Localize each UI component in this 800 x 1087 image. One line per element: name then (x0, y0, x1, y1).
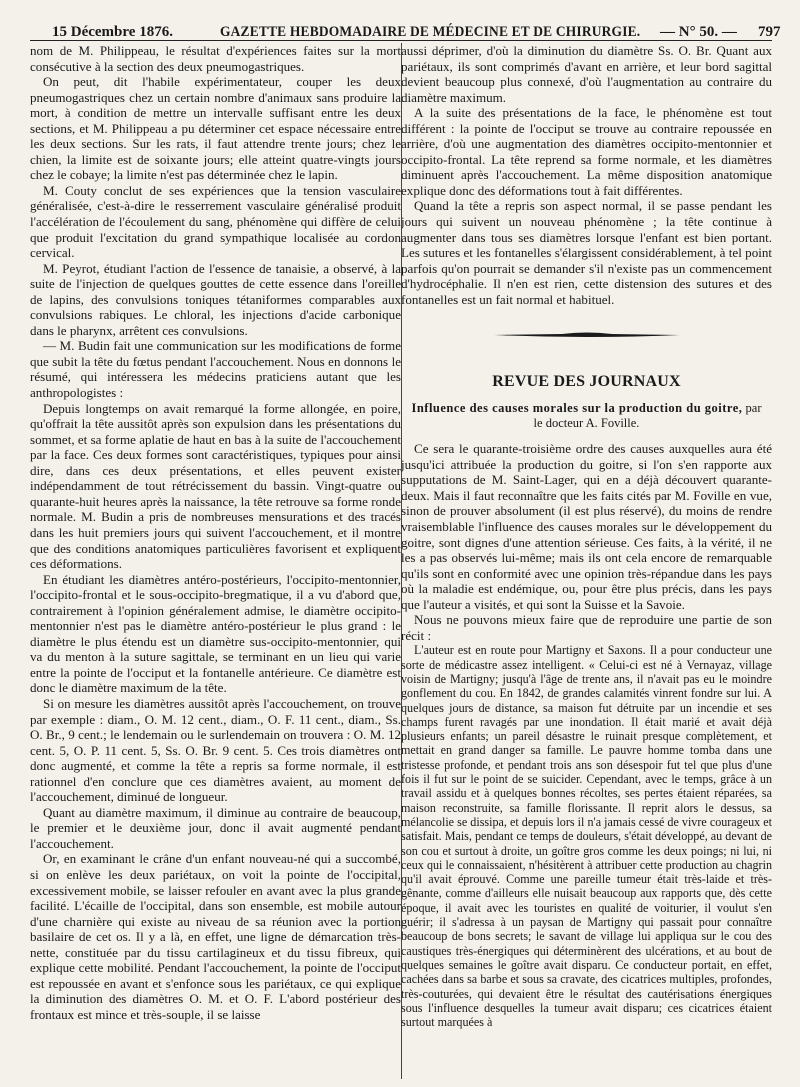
paragraph: M. Peyrot, étudiant l'action de l'essence de tanaisie, a observé, à la suite de l'injection de quelques gouttes de cette essence dans l'oreille de lapins, des convulsions toniques tétaniformes comparables aux convulsions rabiques. Le chloral, les injections d'acide carbonique dans le pharynx, arrêtent ces convulsions. (30, 260, 401, 338)
header-page-number: 797 (758, 24, 781, 40)
article-byline: par le docteur A. Foville. (533, 401, 762, 431)
section-ornament (401, 313, 772, 357)
paragraph: En étudiant les diamètres antéro-postérieurs, l'occipito-mentonnier, l'occipito-frontal et le sous-occipito-bregmatique, il a vu d'abord que, contrairement à l'opinion généralement admise, le diamètre occipito-mentonnier n'est pas le diamètre antéro-postérieur le plus grand : le diamètre le plus étendu est un diamètre sus-occipito-mentonnier, qui va du menton à la suture sagittale, se terminant en un lieu qui varie entre la pointe de l'occiput et la fontanelle antérieure. Ce diamètre est donc le diamètre maximum de la tête. (30, 571, 401, 696)
paragraph: Quant au diamètre maximum, il diminue au contraire de beaucoup, le premier et le deuxième jour, donc il avait augmenté pendant l'accouchement. (30, 804, 401, 851)
paragraph: Or, en examinant le crâne d'un enfant nouveau-né qui a succombé, si on enlève les deux pariétaux, on voit la pointe de l'occipital, excessivement mobile, se laisser refouler en avant avec la plus grande facilité. L'écaille de l'occipital, dans son ensemble, est mobile autour d'une charnière qui existe au niveau de sa réunion avec la portion basilaire de cet os. Il y a là, en effet, une ligne de démarcation très-nette, constituée par du tissu cartilagineux et du tissu fibreux, qui explique cette mobilité. Pendant l'accouchement, la pointe de l'occiput est repoussée en avant et s'enfonce sous les pariétaux, ce qui explique la diminution des diamètres O. M. et O. F. L'abord postérieur des frontaux est mince et très-souple, il se laisse (30, 851, 401, 1022)
paragraph: Quand la tête a repris son aspect normal, il se passe pendant les jours qui suivent un nouveau phénomène ; la tête continue à augmenter dans tous ses diamètres lorsque l'enfant est bien portant. Les sutures et les fontanelles s'élargissent considérablement, à tel point parfois qu'on pourrait se demander s'il n'existe pas un commencement d'hydrocéphalie. Il n'en est rien, cette distension des sutures et des fontanelles est un fait normal et habituel. (401, 198, 772, 307)
article-title: Influence des causes morales sur la production du goitre, (411, 401, 743, 416)
paragraph: Depuis longtemps on avait remarqué la forme allongée, en poire, qu'offrait la tête aussitôt après son expulsion dans les présentations du sommet, et sa forme aplatie de haut en bas à la suite de l'accouchement par la face. Ces deux formes sont caractéristiques, typiques pour ainsi dire, dans ces deux présentations, et elles peuvent exister indépendamment de tout rétrécissement du bassin. Vingt-quatre ou quarante-huit heures après la naissance, la tête retrouve sa forme ronde normale. M. Budin a pris de nombreuses mensurations et des tracés dans les huit premiers jours qui suivent l'accouchement, et il montre que des conditions anatomiques particulières favorisent et expliquent ces déformations. (30, 400, 401, 572)
paragraph: On peut, dit l'habile expérimentateur, couper les deux pneumogastriques chez un certain nombre d'animaux sans produire la mort, à condition de mettre un intervalle suffisant entre les deux sections, et M. Philippeau a pu déterminer cet espace nécessaire entre les deux sections. Sur les rats, il faut attendre trente jours; chez le chien, la limite est de soixante jours; elle atteint quatre-vingts jours chez le cobaye; la limite n'est pas déterminée chez le lapin. (30, 74, 401, 183)
paragraph: Si on mesure les diamètres aussitôt après l'accouchement, on trouve par exemple : diam., O. M. 12 cent., diam., O. F. 11 cent., diam., Ss. O. Br., 9 cent.; le lendemain ou le surlendemain on trouvera : O. M. 12 cent. 5, O. P. 11 cent. 5, Ss. O. Br. 9 cent. 5. Ces trois diamètres ont donc augmenté, et comme la tête a repris sa forme normale, il est rationnel d'en conclure que ces diamètres avaient, au moment de l'accouchement, diminué de longueur. (30, 695, 401, 805)
paragraph: A la suite des présentations de la face, le phénomène est tout différent : la pointe de l'occiput se trouve au contraire repoussée en arrière, d'où une augmentation des diamètres occipito-mentonnier et occipito-frontal. La tête reprend sa forme normale, et les diamètres diminuent après l'accouchement. La même disposition anatomique explique donc des déformations tout à fait différentes. (401, 105, 772, 198)
right-column (401, 43, 772, 1079)
page-header (30, 0, 781, 41)
header-title: GAZETTE HEBDOMADAIRE DE MÉDECINE ET DE CHIRURGIE. (220, 24, 641, 40)
header-date: 15 Décembre 1876. (52, 24, 173, 40)
left-column (30, 43, 401, 1079)
paragraph: Nous ne pouvons mieux faire que de reproduire une partie de son récit : (401, 612, 772, 643)
header-issue-number: — N° 50. — (660, 24, 737, 40)
quoted-paragraph: L'auteur est en route pour Martigny et Saxons. Il a pour conducteur une sorte de médicastre assez intelligent. « Celui-ci est né à Vernayaz, village voisin de Martigny; jusqu'à l'âge de trente ans, il n'avait pas eu le moindre gonflement du cou. En 1842, de grandes calamités vinrent fondre sur lui. A quelques jours de distance, sa maison fut détruite par un incendie et ses champs furent ravagés par une inondation. Il était marié et avait déjà plusieurs enfants; un pareil désastre le ruinait presque complètement, et mettait en grand danger sa famille. Le pauvre homme tomba dans une tristesse profonde, et pendant trois ans son désespoir fut tel que plus d'une fois il fut sur le point de se suicider. Cependant, avec le temps, grâce à un travail assidu et à quelques bonnes récoltes, ses pertes étaient réparées, sa maison reconstruite, sa famille florissante. Il reprit alors le dessus, sa mélancolie se dissipa, et depuis lors il n'a jamais cessé de vivre courageux et satisfait. Mais, pendant ce temps de douleurs, s'était développé, au devant de son cou et surtout à droite, un goître gros comme les deux poings; ni lui, ni ceux qui le connaissaient, n'hésitèrent à attribuer cette production au chagrin qu'il avait éprouvé. Comme une pareille tumeur était très-laide et très-gênante, comme d'ailleurs elle nuisait beaucoup aux rapports que, dès cette époque, il avait avec les touristes en qualité de voiturier, il voulut s'en guérir; il s'adressa à un paysan de Martigny qui passait pour connaître beaucoup de bons secrets; le savant de village lui appliqua sur le cou des caustiques très-énergiques qui déterminèrent des ulcérations, et au bout de quelques semaines le goître avait disparu. Ce conducteur portait, en effet, cachées dans sa barbe et sous sa cravate, des cicatrices multiples, profondes, très-couturées, qui devaient être le résultat des cautérisations énergiques sous l'influence desquelles la tumeur avait disparu; ces cicatrices étaient surtout marquées à (401, 643, 772, 1030)
paragraph: — M. Budin fait une communication sur les modifications de forme que subit la tête du fœtus pendant l'accouchement. Nous en donnons le résumé, qui intéressera les médecins praticiens autant que les anthropologistes : (30, 338, 401, 401)
section-title: REVUE DES JOURNAUX (492, 373, 681, 391)
paragraph: aussi déprimer, d'où la diminution du diamètre Ss. O. Br. Quant aux pariétaux, ils sont comprimés d'avant en arrière, et leur bord sagittal devient beaucoup plus connexé, d'où l'augmentation au contraire du diamètre maximum. (401, 43, 772, 105)
columns (30, 43, 772, 1079)
paragraph: Ce sera le quarante-troisième ordre des causes auxquelles aura été jusqu'ici attribuée la production du goitre, si l'on s'en rapporte aux supputations de M. Saint-Lager, qui en a déjà découvert quarante-deux. Mais il faut reconnaître que les faits cités par M. Foville en vue, sinon de prouver absolument (il est plus réservé), du moins de rendre vraisemblable l'influence des causes morales sur le développement du goitre, sont dignes d'une attention sérieuse. Ces faits, à la vérité, il ne les a pas observés lui-même; mais ils ont cela encore de remarquable qu'ils sont en conformité avec une opinion très-répandue dans les pays où la maladie est endémique, ou, pour être plus précis, dans les pays que l'auteur a visités, et qui sont la Suisse et la Savoie. (401, 441, 772, 612)
article-heading (407, 401, 766, 431)
paragraph: nom de M. Philippeau, le résultat d'expériences faites sur la mort consécutive à la section des deux pneumogastriques. (30, 43, 401, 74)
ornament-rule-icon (492, 330, 682, 340)
paragraph: M. Couty conclut de ses expériences que la tension vasculaire généralisée, c'est-à-dire le resserrement vasculaire généralisé produit l'accélération de l'écoulement du sang, phénomène qui diffère de celui que produit l'excitation du grand sympathique localisée au cordon cervical. (30, 182, 401, 261)
